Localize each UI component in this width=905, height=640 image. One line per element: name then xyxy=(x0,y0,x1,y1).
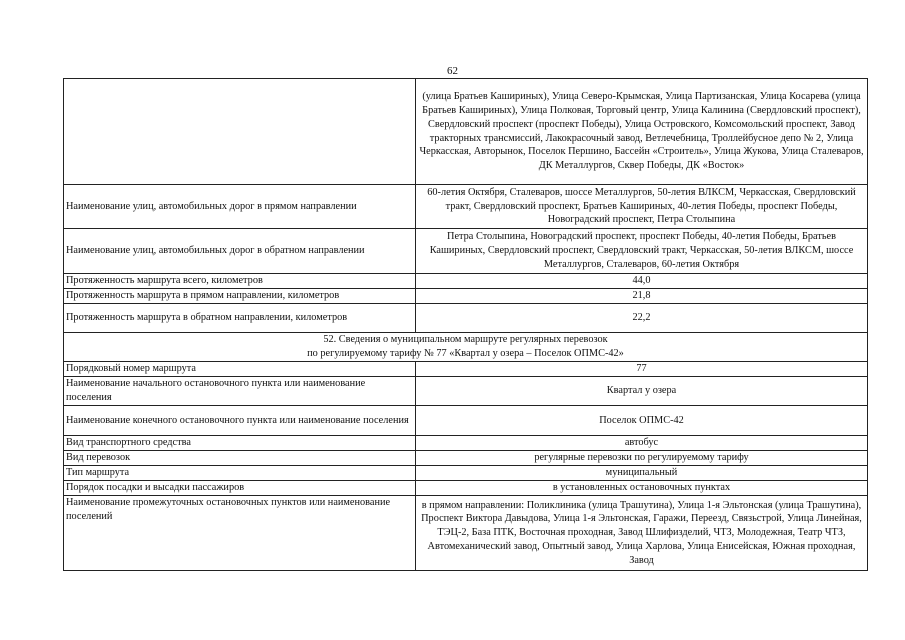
table-row xyxy=(64,274,868,289)
row-value: регулярные перевозки по регулируемому тарифу xyxy=(416,451,868,466)
table-row xyxy=(64,481,868,496)
row-label: Вид транспортного средства xyxy=(64,436,416,451)
table-row xyxy=(64,496,868,571)
section-title-line1: 52. Сведения о муниципальном маршруте регулярных перевозок xyxy=(323,334,608,346)
row-label: Тип маршрута xyxy=(64,466,416,481)
row-label: Наименование начального остановочного пункта или наименование поселения xyxy=(64,377,416,406)
row-label: Протяженность маршрута всего, километров xyxy=(64,274,416,289)
table-row xyxy=(64,436,868,451)
row-label: Протяженность маршрута в обратном направлении, километров xyxy=(64,304,416,333)
row-value: 22,2 xyxy=(416,304,868,333)
section-title-row xyxy=(64,333,868,362)
intermediate-stops-continued: (улица Братьев Кашириных), Улица Северо-Крымская, Улица Партизанская, Улица Косарева (улица Братьев Кашириных), Улица Полковая, Торговый центр, Улица Калинина (Свердловский проспект), Свердловский проспект (проспект Победы), Улица Островского, Комсомольский проспект, Завод тракторных трансмиссий, Лакокрасочный завод, Ветлечебница, Троллейбусное депо № 2, Улица Черкасская, Авторынок, Поселок Першино, Бассейн «Строитель», Улица Жукова, Улица Сталеваров, ДК Металлургов, Сквер Победы, ДК «Восток» xyxy=(416,79,868,185)
row-label: Вид перевозок xyxy=(64,451,416,466)
row-label: Порядок посадки и высадки пассажиров xyxy=(64,481,416,496)
row-value: Поселок ОПМС-42 xyxy=(416,406,868,436)
table-row xyxy=(64,304,868,333)
row-value: 21,8 xyxy=(416,289,868,304)
row-label xyxy=(64,79,416,185)
section-title-line2: по регулируемому тарифу № 77 «Квартал у озера – Поселок ОПМС-42» xyxy=(307,348,624,359)
table-row xyxy=(64,451,868,466)
row-label: Наименование улиц, автомобильных дорог в прямом направлении xyxy=(64,185,416,229)
table-row xyxy=(64,466,868,481)
table-row xyxy=(64,185,868,229)
row-value: муниципальный xyxy=(416,466,868,481)
table-row xyxy=(64,377,868,406)
row-value: в прямом направлении: Поликлиника (улица Трашутина), Улица 1-я Эльтонская (улица Трашутина), Проспект Виктора Давыдова, Улица 1-я Эльтонская, Гаражи, Переезд, Связьстрой, Улица Линейная, ТЭЦ-2, База ПТК, Восточная проходная, Завод Шлифизделий, ЧТЗ, Молодежная, Театр ЧТЗ, Автомеханический завод, Опытный завод, Улица Харлова, Улица Енисейская, Южная проходная, Завод xyxy=(416,496,868,571)
row-value: 77 xyxy=(416,362,868,377)
row-value: Петра Столыпина, Новоградский проспект, проспект Победы, 40-летия Победы, Братьев Кашириных, Свердловский проспект, Свердловский тракт, Черкасская, 50-летия ВЛКСМ, шоссе Металлургов, Сталеваров, 60-летия Октября xyxy=(416,229,868,274)
row-label: Наименование промежуточных остановочных пунктов или наименование поселений xyxy=(64,496,416,571)
row-value: 60-летия Октября, Сталеваров, шоссе Металлургов, 50-летия ВЛКСМ, Черкасская, Свердловский тракт, Свердловский проспект, Братьев Кашириных, 40-летия Победы, проспект Победы, Новоградский проспект, Петра Столыпина xyxy=(416,185,868,229)
route-info-table xyxy=(63,78,868,571)
table-row xyxy=(64,229,868,274)
row-label: Наименование конечного остановочного пункта или наименование поселения xyxy=(64,406,416,436)
table-row xyxy=(64,406,868,436)
page-number: 62 xyxy=(447,65,458,77)
row-value: автобус xyxy=(416,436,868,451)
section-title xyxy=(64,333,868,362)
row-label: Протяженность маршрута в прямом направлении, километров xyxy=(64,289,416,304)
row-value: 44,0 xyxy=(416,274,868,289)
row-label: Наименование улиц, автомобильных дорог в обратном направлении xyxy=(64,229,416,274)
row-value: в установленных остановочных пунктах xyxy=(416,481,868,496)
row-value: Квартал у озера xyxy=(416,377,868,406)
row-label: Порядковый номер маршрута xyxy=(64,362,416,377)
table-row xyxy=(64,362,868,377)
table-row xyxy=(64,289,868,304)
table-row xyxy=(64,79,868,185)
